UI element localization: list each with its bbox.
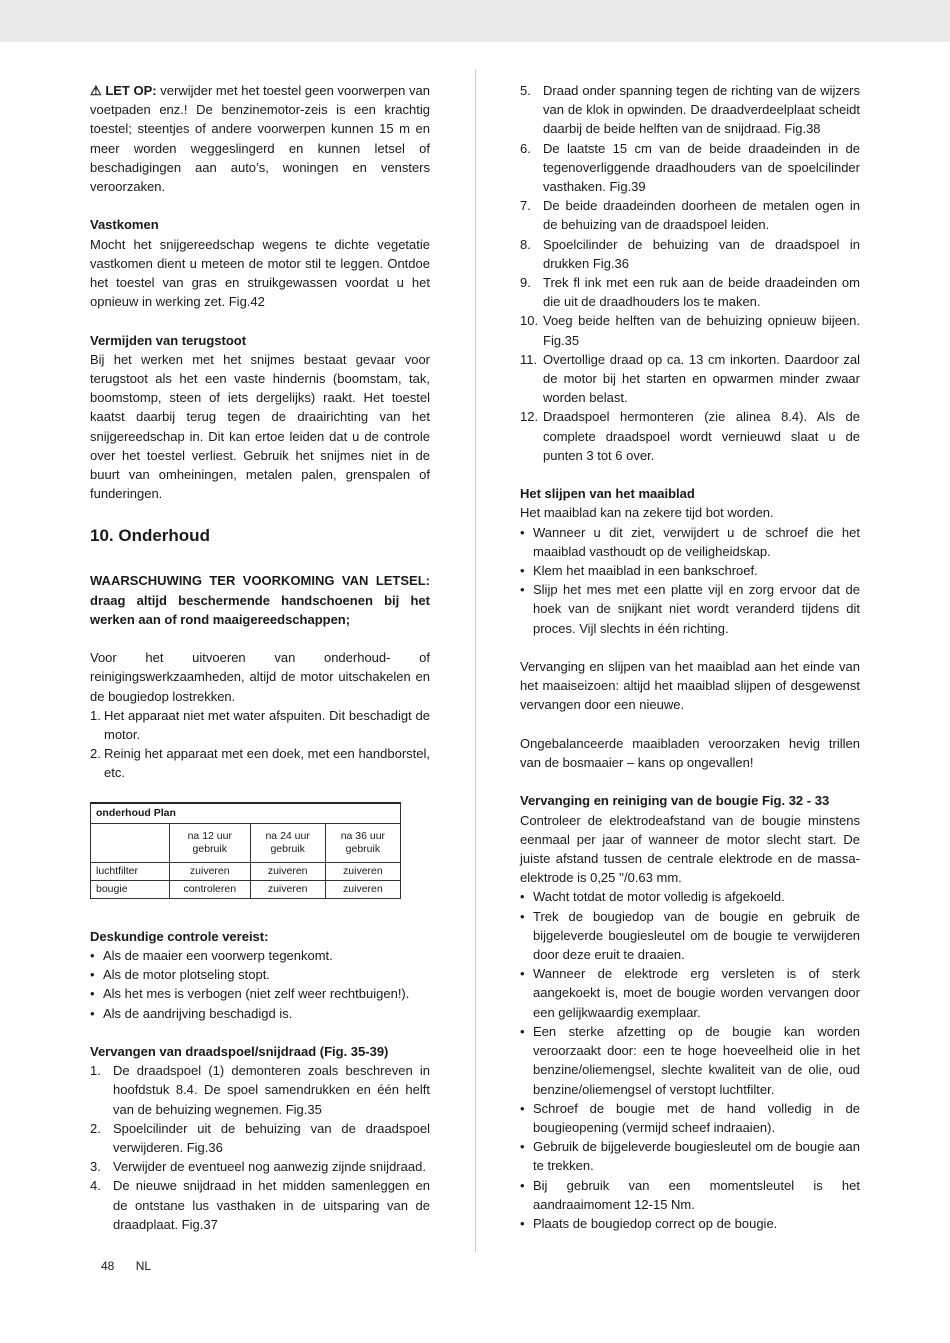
draadspoel-steps — [90, 1061, 430, 1234]
item-text: Als het mes is verbogen (niet zelf weer rechtbuigen!). — [103, 986, 410, 1002]
paragraph-vastkomen: Mocht het snijgereedschap wegens te dichte vegetatie vastkomen dient u meteen de motor stil te leggen. Ontdoe het toestel van gras en struikgewassen voordat u het opnieuw in werking zet. Fig.42 — [90, 236, 430, 310]
item-number: 11. — [520, 351, 538, 367]
page-number: 48 — [101, 1259, 115, 1273]
item-text: Schroef de bougie met de hand volledig in de bougieopening (vermijd scheef indraaien). — [533, 1100, 860, 1135]
list-item — [520, 235, 860, 273]
heading-vastkomen: Vastkomen — [90, 217, 159, 233]
list-item — [520, 561, 860, 580]
table-cell: zuiveren — [325, 862, 400, 880]
bougie-intro: Controleer de elektrodeafstand van de bougie minstens eenmaal per jaar of wanneer de motor slecht start. De juiste afstand tussen de centrale elektrode en de massa-elektrode is 0,25 ''/0.63 mm. — [520, 812, 860, 886]
list-item — [520, 407, 860, 465]
intro-list — [90, 706, 430, 783]
item-number: 3. — [90, 1159, 101, 1175]
item-text: De nieuwe snijdraad in het midden samenleggen en de ontstane lus vasthaken in de uitsparing van de draadplaat. Fig.37 — [113, 1178, 430, 1232]
heading-bougie: Vervanging en reiniging van de bougie Fig. 32 - 33 — [520, 793, 830, 809]
item-number: 4. — [90, 1178, 101, 1194]
bullet-icon: • — [520, 966, 525, 982]
table-header: na 24 uur gebruik — [250, 823, 325, 862]
paragraph-ongebalanceerd: Ongebalanceerde maaibladen veroorzaken hevig trillen van de bosmaaier – kans op ongevallen! — [520, 735, 860, 771]
list-item — [90, 946, 430, 965]
item-number: 5. — [520, 83, 531, 98]
item-text: Bij gebruik van een momentsleutel is het aandraaimoment 12-15 Nm. — [533, 1177, 860, 1212]
bullet-icon: • — [520, 889, 525, 905]
list-item — [520, 523, 860, 561]
right-column — [520, 81, 860, 1252]
item-text: Een sterke afzetting op de bougie kan worden veroorzaakt door: een te hoge hoeveelheid olie in het benzine/oliemengsel, slechte kwaliteit van de olie, oud benzine/oliemengsel of verstopt luchtfilter. — [533, 1023, 860, 1097]
table-row — [91, 880, 401, 898]
section-title: 10. Onderhoud — [90, 526, 210, 546]
list-item — [520, 1022, 860, 1099]
item-text: Als de motor plotseling stopt. — [103, 967, 270, 983]
bullet-icon: • — [520, 908, 525, 924]
item-text: Plaats de bougiedop correct op de bougie. — [533, 1215, 778, 1231]
item-text: Overtollige draad op ca. 13 cm inkorten. Daardoor zal de motor bij het starten en opwarmen minder zwaar worden belast. — [543, 351, 860, 406]
list-item — [520, 1099, 860, 1137]
bullet-icon: • — [520, 1023, 525, 1039]
item-text: Spoelcilinder uit de behuizing van de draadspoel verwijderen. Fig.36 — [113, 1120, 430, 1156]
table-cell: zuiveren — [325, 880, 400, 898]
item-text: Gebruik de bijgeleverde bougiesleutel om de bougie aan te trekken. — [533, 1139, 860, 1174]
list-item — [520, 139, 860, 197]
table-cell: controleren — [170, 880, 251, 898]
draadspoel-steps-continued — [520, 81, 860, 465]
item-text: Wanneer de elektrode erg versleten is of sterk aangekoekt is, moet de bougie worden vervangen door een gelijkwaardig exemplaar. — [533, 966, 860, 1020]
bullet-icon: • — [90, 967, 95, 983]
table-cell: luchtfilter — [91, 862, 170, 880]
item-text: Klem het maaiblad in een bankschroef. — [533, 563, 758, 579]
warning-text: verwijder met het toestel geen voorwerpen van voetpaden enz.! De benzinemotor-zeis is een krachtig toestel; steentjes of andere voorwerpen kunnen 15 m en meer worden weggeslingerd en kunnen letsel of beschadigingen aan auto’s, woningen en vensters veroorzaken. — [90, 83, 430, 195]
list-item — [520, 350, 860, 408]
item-number: 1. — [90, 1063, 101, 1079]
controle-list — [90, 946, 430, 1023]
paragraph-terugstoot: Bij het werken met het snijmes bestaat gevaar voor terugstoot als het een vaste hindernis (boomstam, tak, boomstomp, steen of iets dergelijks) raakt. Het toestel kaatst daarbij terug tegen de draairichting van het snijgereedschap in. Dit kan ertoe leiden dat u de controle over het toestel verliest. Gebruik het snijmes niet in de buurt van omheiningen, metalen palen, grenspalen of funderingen. — [90, 351, 430, 502]
slijpen-intro: Het maaiblad kan na zekere tijd bot worden. — [520, 505, 774, 521]
bullet-icon: • — [520, 1177, 525, 1193]
item-number: 8. — [520, 236, 531, 252]
item-text: Het apparaat niet met water afspuiten. Dit beschadigt de motor. — [104, 707, 430, 743]
table-header: na 12 uur gebruik — [170, 823, 251, 862]
table-header-empty — [91, 823, 170, 862]
item-text: Draad onder spanning tegen de richting van de wijzers van de klok in opwinden. De draadverdeelplaat scheidt daarbij de beide helften van de snijdraad. Fig.38 — [543, 83, 860, 137]
list-item — [520, 311, 860, 349]
item-number: 2. — [90, 1120, 101, 1136]
list-item — [520, 907, 860, 965]
item-text: De draadspoel (1) demonteren zoals beschreven in hoofdstuk 8.4. De spoel samendrukken en één helft van de behuizing wegnemen. Fig.35 — [113, 1063, 430, 1117]
page-footer — [101, 1257, 169, 1276]
item-text: Voeg beide helften van de behuizing opnieuw bijeen. Fig.35 — [543, 313, 860, 348]
list-item — [90, 1157, 430, 1176]
item-text: Spoelcilinder de behuizing van de draadspoel in drukken Fig.36 — [543, 236, 860, 271]
item-text: Slijp het mes met een platte vijl en zorg ervoor dat de hoek van de snijkant niet wordt veranderd tijdens dit proces. Vijl slechts in één richting. — [533, 582, 860, 636]
list-item — [520, 1137, 860, 1175]
item-number: 6. — [520, 140, 531, 156]
heading-draadspoel: Vervangen van draadspoel/snijdraad (Fig. 35-39) — [90, 1044, 389, 1060]
list-item — [90, 1176, 430, 1234]
list-item — [520, 1176, 860, 1214]
list-item — [520, 964, 860, 1022]
heading-slijpen: Het slijpen van het maaiblad — [520, 486, 695, 502]
list-item — [520, 273, 860, 311]
viewer-top-bar — [0, 0, 950, 42]
bullet-icon: • — [520, 524, 525, 540]
left-column — [90, 81, 430, 1253]
slijpen-list — [520, 523, 860, 638]
list-item — [520, 196, 860, 234]
list-item — [90, 965, 430, 984]
list-item — [90, 706, 430, 744]
bougie-list — [520, 887, 860, 1233]
table-title: onderhoud Plan — [91, 803, 401, 824]
list-item — [90, 1119, 430, 1157]
table-cell: zuiveren — [250, 880, 325, 898]
bullet-icon: • — [520, 1139, 525, 1155]
item-number: 1. — [90, 707, 101, 723]
item-text: Trek fl ink met een ruk aan de beide draadeinden om die uit de draadhouders los te maken. — [543, 275, 860, 310]
list-item — [90, 984, 430, 1003]
heading-controle: Deskundige controle vereist: — [90, 928, 269, 944]
item-text: Als de aandrijving beschadigd is. — [103, 1005, 293, 1021]
list-item — [90, 744, 430, 782]
column-divider — [475, 70, 476, 1252]
bullet-icon: • — [520, 582, 525, 598]
item-text: Wacht totdat de motor volledig is afgekoeld. — [533, 889, 785, 905]
list-item — [520, 1214, 860, 1233]
table-row — [91, 862, 401, 880]
bullet-icon: • — [90, 1005, 95, 1021]
safety-warning: WAARSCHUWING TER VOORKOMING VAN LETSEL: draag altijd beschermende handschoenen bij het werken aan of rond maaigereedschappen; — [90, 573, 430, 627]
list-item — [520, 887, 860, 906]
maintenance-table — [90, 802, 401, 899]
table-cell: zuiveren — [250, 862, 325, 880]
language-code: NL — [135, 1259, 152, 1273]
item-text: De laatste 15 cm van de beide draadeinden in de tegenoverliggende draadhouders van de spoelcilinder vasthaken. Fig.39 — [543, 140, 860, 195]
item-text: Verwijder de eventueel nog aanwezig zijnde snijdraad. — [113, 1159, 426, 1175]
maintenance-intro: Voor het uitvoeren van onderhoud- of reinigingswerkzaamheden, altijd de motor uitschakelen en de bougiedop lostrekken. — [90, 650, 430, 704]
bullet-icon: • — [90, 986, 95, 1002]
item-text: Trek de bougiedop van de bougie en gebruik de bijgeleverde bougiesleutel om de bougie te verwijderen door deze eruit te draaien. — [533, 908, 860, 963]
warning-paragraph — [90, 81, 430, 196]
warning-label: ⚠ LET OP: — [90, 83, 157, 98]
item-text: Reinig het apparaat met een doek, met een handborstel, etc. — [104, 746, 430, 781]
list-item — [520, 580, 860, 638]
bullet-icon: • — [520, 1100, 525, 1116]
list-item — [90, 1004, 430, 1023]
bullet-icon: • — [90, 948, 95, 964]
item-text: Draadspoel hermonteren (zie alinea 8.4). Als de complete draadspoel wordt vernieuwd slaat u de punten 3 tot 6 over. — [543, 409, 860, 463]
table-cell: bougie — [91, 880, 170, 898]
bullet-icon: • — [520, 563, 525, 579]
item-number: 12. — [520, 409, 539, 425]
item-number: 9. — [520, 275, 531, 291]
list-item — [520, 81, 860, 139]
list-item — [90, 1061, 430, 1119]
table-cell: zuiveren — [170, 862, 251, 880]
table-header: na 36 uur gebruik — [325, 823, 400, 862]
item-number: 7. — [520, 198, 531, 214]
bullet-icon: • — [520, 1215, 525, 1231]
item-number: 2. — [90, 746, 101, 762]
item-text: Als de maaier een voorwerp tegenkomt. — [103, 948, 333, 964]
heading-terugstoot: Vermijden van terugstoot — [90, 332, 247, 348]
paragraph-vervanging: Vervanging en slijpen van het maaiblad aan het einde van het maaiseizoen: altijd het maaiblad slijpen of desgewenst vervangen door een nieuwe. — [520, 659, 860, 713]
item-number: 10. — [520, 313, 539, 329]
item-text: Wanneer u dit ziet, verwijdert u de schroef die het maaiblad vasthoudt op de veiligheidskap. — [533, 524, 860, 559]
item-text: De beide draadeinden doorheen de metalen ogen in de behuizing van de draadspoel leiden. — [543, 198, 860, 233]
